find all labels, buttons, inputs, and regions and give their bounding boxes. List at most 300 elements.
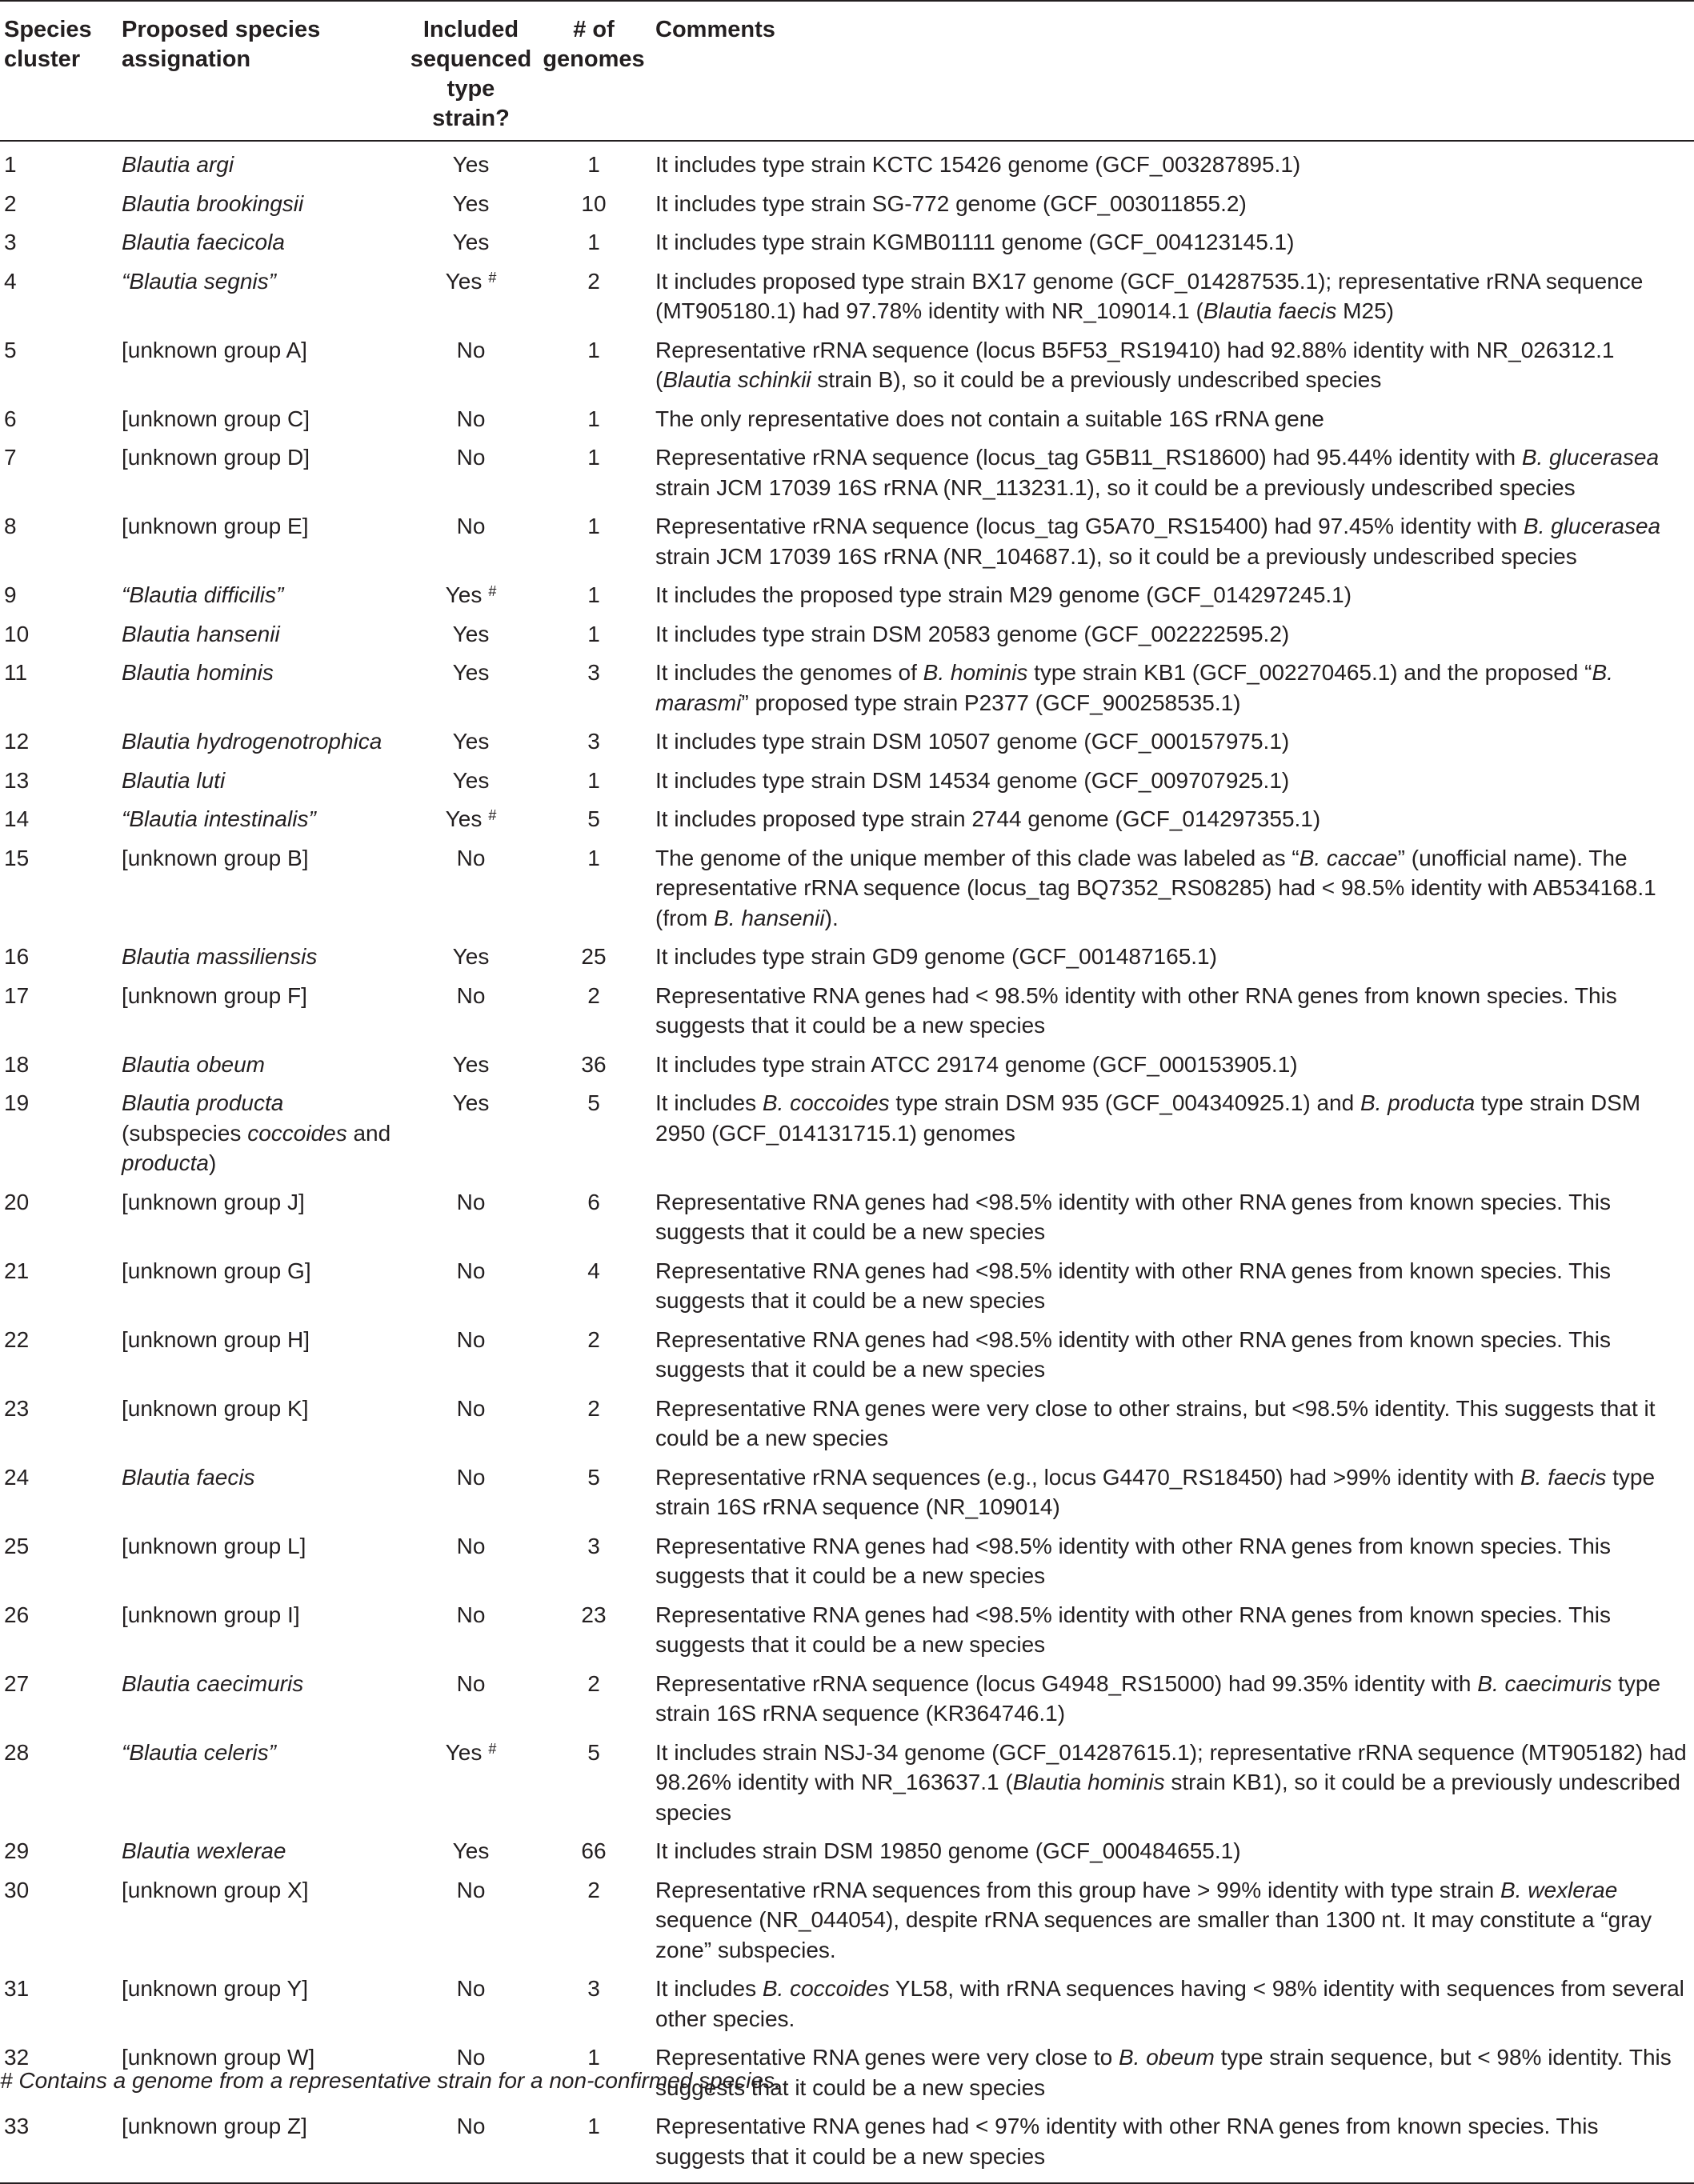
included-value: Yes xyxy=(452,660,490,685)
species-name: [unknown group K] xyxy=(122,1395,309,1421)
included-type-strain xyxy=(410,1321,532,1390)
comment-text: B. coccoides xyxy=(762,1976,890,2001)
comment-text: type strain DSM 935 (GCF_004340925.1) and xyxy=(889,1090,1360,1115)
included-type-strain xyxy=(410,507,532,576)
included-value: No xyxy=(456,1670,486,1696)
cluster-number: 8 xyxy=(4,514,17,538)
comment xyxy=(655,331,1694,400)
cluster-number: 21 xyxy=(4,1258,30,1283)
genome-count: 25 xyxy=(581,944,607,969)
genome-count: 36 xyxy=(581,1051,607,1077)
comment-text: B. coccoides xyxy=(762,1090,890,1115)
included-value: No xyxy=(456,1189,486,1214)
included-type-strain xyxy=(410,1252,532,1321)
comment-text: Representative rRNA sequences (e.g., locus G4470_RS18450) had >99% identity with xyxy=(655,1464,1520,1490)
included-value: Yes xyxy=(452,1090,490,1115)
genome-count: 1 xyxy=(587,230,600,254)
included-type-strain xyxy=(410,185,532,224)
table-row xyxy=(0,262,1694,331)
included-value: No xyxy=(456,1326,486,1352)
comment xyxy=(655,800,1694,839)
included-type-strain xyxy=(410,654,532,722)
cluster-number: 20 xyxy=(4,1189,30,1214)
species-name: [unknown group H] xyxy=(122,1326,310,1352)
comment xyxy=(655,977,1694,1046)
comment xyxy=(655,1458,1694,1527)
table-row xyxy=(0,1734,1694,1833)
genome-count: 1 xyxy=(587,514,600,538)
species-name: “Blautia segnis” xyxy=(122,268,276,294)
comment-text: strain JCM 17039 16S rRNA (NR_113231.1), so it could be a previously undescribed species xyxy=(655,474,1576,500)
table-row xyxy=(0,800,1694,839)
cluster-number: 3 xyxy=(4,230,17,254)
species-name: [unknown group I] xyxy=(122,1602,300,1627)
included-type-strain xyxy=(410,2107,532,2183)
comment-text: It includes the proposed type strain M29 genome (GCF_014297245.1) xyxy=(655,582,1352,607)
cluster-number: 27 xyxy=(4,1670,30,1696)
comment-text: B. faecis xyxy=(1520,1464,1607,1490)
cluster-number: 33 xyxy=(4,2114,30,2138)
comment-text: type strain KB1 (GCF_002270465.1) and the proposed “ xyxy=(1027,660,1592,685)
included-type-strain xyxy=(410,141,532,185)
included-type-strain xyxy=(410,1871,532,1970)
included-value: No xyxy=(456,1464,486,1490)
species-assignation xyxy=(122,1970,410,2038)
comment-text: ). xyxy=(824,905,839,930)
table-row xyxy=(0,1390,1694,1458)
included-value: Yes xyxy=(452,729,490,754)
comment-text: Representative RNA genes had < 97% identity with other RNA genes from known species. This suggests that it could be a new species xyxy=(655,2114,1599,2169)
cluster-number: 32 xyxy=(4,2045,30,2070)
included-type-strain xyxy=(410,977,532,1046)
species-name: [unknown group E] xyxy=(122,514,309,538)
species-assignation xyxy=(122,839,410,938)
species-assignation xyxy=(122,1832,410,1871)
included-value: No xyxy=(456,1877,486,1902)
comment-text: type strain sequence, but < 98% identity. This suggests that it could be a new species xyxy=(655,2045,1672,2100)
comment xyxy=(655,1183,1694,1252)
genome-count: 23 xyxy=(581,1602,607,1627)
included-type-strain xyxy=(410,223,532,262)
cluster-number: 14 xyxy=(4,806,30,831)
species-assignation xyxy=(122,1596,410,1665)
included-value: Yes xyxy=(445,268,483,294)
genome-count: 1 xyxy=(587,445,600,470)
comment xyxy=(655,1665,1694,1734)
table-row xyxy=(0,1183,1694,1252)
table-row xyxy=(0,1832,1694,1871)
genome-count: 5 xyxy=(587,1464,600,1490)
comment-text: Representative RNA genes were very close to other strains, but <98.5% identity. This suggests that it could be a new species xyxy=(655,1395,1656,1450)
comment-text: B. wexlerae xyxy=(1500,1877,1618,1902)
footnote: # Contains a genome from a representative strain for a non-confirmed species. xyxy=(0,2068,781,2093)
cluster-number: 24 xyxy=(4,1464,30,1490)
table-row xyxy=(0,185,1694,224)
species-name: “Blautia intestinalis” xyxy=(122,806,316,831)
table-row xyxy=(0,1665,1694,1734)
species-assignation xyxy=(122,141,410,185)
genome-count: 5 xyxy=(587,806,600,831)
species-assignation xyxy=(122,1665,410,1734)
genome-count: 3 xyxy=(587,729,600,754)
table-row xyxy=(0,400,1694,439)
comment xyxy=(655,185,1694,224)
table-row xyxy=(0,1084,1694,1183)
comment-text: It includes proposed type strain 2744 genome (GCF_014297355.1) xyxy=(655,806,1321,831)
species-name: “Blautia celeris” xyxy=(122,1739,276,1765)
cluster-number: 16 xyxy=(4,944,30,969)
genome-count: 1 xyxy=(587,582,600,607)
table-row xyxy=(0,762,1694,801)
genome-count: 1 xyxy=(587,621,600,646)
species-assignation xyxy=(122,1321,410,1390)
included-type-strain xyxy=(410,1970,532,2038)
included-value: No xyxy=(456,514,486,538)
table-header xyxy=(0,1,1694,141)
comment-text: It includes xyxy=(655,1090,763,1115)
comment-text: strain KB1), so it could be a previously undescribed species xyxy=(655,1770,1680,1825)
included-type-strain xyxy=(410,800,532,839)
comment-text: strain B), so it could be a previously undescribed species xyxy=(811,367,1382,392)
cluster-number: 4 xyxy=(4,268,17,294)
included-value: Yes xyxy=(452,1838,490,1863)
comment-text: Representative rRNA sequences from this group have > 99% identity with type strain xyxy=(655,1877,1500,1902)
included-type-strain xyxy=(410,262,532,331)
comment xyxy=(655,1832,1694,1871)
table-row xyxy=(0,938,1694,977)
comment xyxy=(655,762,1694,801)
species-assignation xyxy=(122,1458,410,1527)
included-value: No xyxy=(456,337,486,362)
species-assignation xyxy=(122,1734,410,1833)
table-row xyxy=(0,331,1694,400)
table-row xyxy=(0,1046,1694,1085)
species-assignation xyxy=(122,262,410,331)
species-name: Blautia brookingsii xyxy=(122,190,304,216)
included-value: No xyxy=(456,2114,486,2138)
comment-text: The genome of the unique member of this clade was labeled as “ xyxy=(655,845,1300,870)
comment-text: sequence (NR_044054), despite rRNA sequences are smaller than 1300 nt. It may constitute a “gray zone” subspecies. xyxy=(655,1907,1652,1962)
header-species-cluster: Species cluster xyxy=(4,17,92,72)
species-name: “Blautia difficilis” xyxy=(122,582,284,607)
species-assignation xyxy=(122,576,410,615)
included-type-strain xyxy=(410,438,532,507)
species-assignation xyxy=(122,1046,410,1085)
genome-count: 2 xyxy=(587,1326,600,1352)
included-value: No xyxy=(456,406,486,431)
comment-text: Blautia faecis xyxy=(1203,298,1337,323)
comment xyxy=(655,1527,1694,1596)
genome-count: 10 xyxy=(581,190,607,216)
species-name: [unknown group C] xyxy=(122,406,310,431)
species-name: Blautia massiliensis xyxy=(122,944,318,969)
table-row xyxy=(0,2107,1694,2183)
comment xyxy=(655,2107,1694,2183)
included-value: No xyxy=(456,2045,486,2070)
comment-text: type strain 16S rRNA sequence (NR_109014) xyxy=(655,1464,1656,1519)
comment-text: B. producta xyxy=(1360,1090,1476,1115)
included-type-strain xyxy=(410,1596,532,1665)
cluster-number: 6 xyxy=(4,406,17,431)
table-row xyxy=(0,839,1694,938)
comment-text: Blautia hominis xyxy=(1012,1770,1165,1794)
cluster-number: 17 xyxy=(4,982,30,1008)
genome-count: 5 xyxy=(587,1739,600,1765)
cluster-number: 26 xyxy=(4,1602,30,1627)
genome-count: 1 xyxy=(587,2045,600,2070)
species-assignation xyxy=(122,223,410,262)
comment-text: B. marasmi xyxy=(655,660,1613,715)
footnote-marker: # xyxy=(488,269,497,286)
included-type-strain xyxy=(410,1458,532,1527)
species-assignation xyxy=(122,507,410,576)
table-row xyxy=(0,1871,1694,1970)
species-assignation xyxy=(122,762,410,801)
comment xyxy=(655,1084,1694,1183)
comment xyxy=(655,438,1694,507)
comment-text: Representative RNA genes had <98.5% identity with other RNA genes from known species. This suggests that it could be a new species xyxy=(655,1326,1612,1382)
included-type-strain xyxy=(410,938,532,977)
header-included-type-strain: Included sequenced type strain? xyxy=(410,17,532,131)
comment-text: It includes proposed type strain BX17 genome (GCF_014287535.1); representative rRNA sequence (MT905180.1) had 97.78% identity with NR_109014.1 ( xyxy=(655,268,1644,323)
comment xyxy=(655,722,1694,762)
included-value: No xyxy=(456,1258,486,1283)
species-name: Blautia faecis xyxy=(122,1464,255,1490)
comment-text: B. glucerasea xyxy=(1521,445,1660,470)
species-subtext: and xyxy=(346,1120,391,1146)
cluster-number: 29 xyxy=(4,1838,30,1863)
included-type-strain xyxy=(410,576,532,615)
comment-text: B. caecimuris xyxy=(1477,1670,1612,1696)
included-type-strain xyxy=(410,1390,532,1458)
included-value: No xyxy=(456,982,486,1008)
comment-text: It includes type strain GD9 genome (GCF_001487165.1) xyxy=(655,944,1217,969)
included-value: Yes xyxy=(452,1051,490,1077)
species-name: Blautia obeum xyxy=(122,1051,266,1077)
species-assignation xyxy=(122,185,410,224)
comment xyxy=(655,654,1694,722)
included-type-strain xyxy=(410,722,532,762)
cluster-number: 13 xyxy=(4,767,30,793)
comment xyxy=(655,507,1694,576)
genome-count: 2 xyxy=(587,1395,600,1421)
comment-text: type strain 16S rRNA sequence (KR364746.1) xyxy=(655,1670,1661,1726)
species-assignation xyxy=(122,654,410,722)
comment-text: It includes type strain ATCC 29174 genome (GCF_000153905.1) xyxy=(655,1051,1298,1077)
included-value: No xyxy=(456,1976,486,2001)
comment-text: It includes the genomes of xyxy=(655,660,923,685)
comment xyxy=(655,1596,1694,1665)
species-name: [unknown group W] xyxy=(122,2045,315,2070)
species-assignation xyxy=(122,400,410,439)
cluster-number: 30 xyxy=(4,1877,30,1902)
species-assignation xyxy=(122,1871,410,1970)
cluster-number: 5 xyxy=(4,337,17,362)
cluster-number: 28 xyxy=(4,1739,30,1765)
included-value: No xyxy=(456,1533,486,1558)
comment-text: Representative RNA genes had <98.5% identity with other RNA genes from known species. This suggests that it could be a new species xyxy=(655,1258,1612,1313)
comment xyxy=(655,615,1694,654)
genome-count: 6 xyxy=(587,1189,600,1214)
included-value: Yes xyxy=(445,806,483,831)
species-name: [unknown group F] xyxy=(122,982,307,1008)
cluster-number: 25 xyxy=(4,1533,30,1558)
comment-text: It includes type strain DSM 10507 genome (GCF_000157975.1) xyxy=(655,729,1290,754)
included-type-strain xyxy=(410,400,532,439)
genome-count: 5 xyxy=(587,1090,600,1115)
table-row xyxy=(0,1970,1694,2038)
comment xyxy=(655,2038,1694,2107)
included-type-strain xyxy=(410,1183,532,1252)
comment-text: It includes type strain DSM 14534 genome (GCF_009707925.1) xyxy=(655,767,1290,793)
species-name: [unknown group Y] xyxy=(122,1976,308,2001)
comment-text: It includes strain NSJ-34 genome (GCF_014287615.1); representative rRNA sequence (MT905182) had 98.26% identity with NR_163637.1 ( xyxy=(655,1739,1687,1794)
genome-count: 2 xyxy=(587,1877,600,1902)
table-row xyxy=(0,654,1694,722)
included-value: No xyxy=(456,845,486,870)
included-value: Yes xyxy=(452,944,490,969)
comment xyxy=(655,1734,1694,1833)
comment-text: B. hansenii xyxy=(714,905,825,930)
genome-count: 3 xyxy=(587,1533,600,1558)
included-value: Yes xyxy=(445,1739,483,1765)
cluster-number: 19 xyxy=(4,1090,30,1115)
comment xyxy=(655,1046,1694,1085)
species-assignation xyxy=(122,1252,410,1321)
comment-text: It includes xyxy=(655,1976,763,2001)
species-assignation xyxy=(122,1527,410,1596)
cluster-number: 18 xyxy=(4,1051,30,1077)
included-type-strain xyxy=(410,839,532,938)
included-value: Yes xyxy=(445,582,483,607)
comment-text: B. caccae xyxy=(1299,845,1398,870)
comment-text: YL58, with rRNA sequences having < 98% identity with sequences from several other species. xyxy=(655,1976,1684,2031)
table-body xyxy=(0,141,1694,2183)
genome-count: 3 xyxy=(587,1976,600,2001)
species-subtext: coccoides xyxy=(247,1120,347,1146)
table-row xyxy=(0,977,1694,1046)
table-row xyxy=(0,507,1694,576)
comment xyxy=(655,576,1694,615)
species-assignation xyxy=(122,722,410,762)
comment-text: Representative rRNA sequence (locus B5F53_RS19410) had 92.88% identity with NR_026312.1 ( xyxy=(655,337,1615,392)
included-value: Yes xyxy=(452,230,490,254)
comment xyxy=(655,223,1694,262)
included-type-strain xyxy=(410,615,532,654)
species-name: Blautia luti xyxy=(122,767,226,793)
comment xyxy=(655,839,1694,938)
included-type-strain xyxy=(410,1527,532,1596)
cluster-number: 7 xyxy=(4,445,17,470)
cluster-number: 22 xyxy=(4,1326,30,1352)
genome-count: 3 xyxy=(587,660,600,685)
genome-count: 1 xyxy=(587,337,600,362)
species-name: Blautia argi xyxy=(122,152,234,177)
comment-text: Representative RNA genes had < 98.5% identity with other RNA genes from known species. This suggests that it could be a new species xyxy=(655,982,1617,1038)
included-value: No xyxy=(456,1602,486,1627)
table-row xyxy=(0,722,1694,762)
included-value: Yes xyxy=(452,190,490,216)
header-proposed-species: Proposed species assignation xyxy=(122,17,321,72)
comment-text: B. glucerasea xyxy=(1523,514,1661,538)
species-name: Blautia producta xyxy=(122,1090,284,1115)
cluster-number: 2 xyxy=(4,190,17,216)
table-row xyxy=(0,1321,1694,1390)
cluster-number: 23 xyxy=(4,1395,30,1421)
comment-text: It includes strain DSM 19850 genome (GCF_000484655.1) xyxy=(655,1838,1241,1863)
comment xyxy=(655,1321,1694,1390)
comment-text: Blautia schinkii xyxy=(663,367,811,392)
species-assignation xyxy=(122,938,410,977)
footnote-marker: # xyxy=(488,1740,497,1757)
cluster-number: 31 xyxy=(4,1976,30,2001)
genome-count: 1 xyxy=(587,152,600,177)
included-value: No xyxy=(456,1395,486,1421)
comment-text: It includes type strain KCTC 15426 genome (GCF_003287895.1) xyxy=(655,152,1301,177)
table-row xyxy=(0,223,1694,262)
comment xyxy=(655,1390,1694,1458)
comment-text: Representative RNA genes had <98.5% identity with other RNA genes from known species. This suggests that it could be a new species xyxy=(655,1189,1612,1244)
genome-count: 1 xyxy=(587,406,600,431)
comment-text: It includes type strain KGMB01111 genome (GCF_004123145.1) xyxy=(655,230,1295,254)
species-subtext: ) xyxy=(208,1150,217,1175)
genome-count: 2 xyxy=(587,268,600,294)
comment-text: ” proposed type strain P2377 (GCF_900258535.1) xyxy=(741,690,1241,715)
comment-text: type strain DSM 2950 (GCF_014131715.1) genomes xyxy=(655,1090,1641,1146)
cluster-number: 15 xyxy=(4,845,30,870)
header-comments: Comments xyxy=(655,17,775,42)
comment-text: Representative RNA genes had <98.5% identity with other RNA genes from known species. This suggests that it could be a new species xyxy=(655,1533,1612,1588)
comment-text: B. obeum xyxy=(1118,2045,1215,2070)
comment xyxy=(655,262,1694,331)
genome-count: 1 xyxy=(587,845,600,870)
footnote-marker: # xyxy=(488,807,497,823)
table-row xyxy=(0,576,1694,615)
comment-text: Representative rRNA sequence (locus_tag G5A70_RS15400) had 97.45% identity with xyxy=(655,514,1524,538)
genome-count: 1 xyxy=(587,2114,600,2138)
comment-text: Representative rRNA sequence (locus G4948_RS15000) had 99.35% identity with xyxy=(655,1670,1478,1696)
species-name: [unknown group B] xyxy=(122,845,309,870)
species-name: [unknown group L] xyxy=(122,1533,306,1558)
species-assignation xyxy=(122,331,410,400)
included-type-strain xyxy=(410,1665,532,1734)
species-name: [unknown group J] xyxy=(122,1189,305,1214)
genome-count: 4 xyxy=(587,1258,600,1283)
species-subtext: (subspecies xyxy=(122,1120,248,1146)
genome-count: 2 xyxy=(587,982,600,1008)
comment-text: strain JCM 17039 16S rRNA (NR_104687.1), so it could be a previously undescribed species xyxy=(655,543,1577,569)
included-type-strain xyxy=(410,1046,532,1085)
comment xyxy=(655,1252,1694,1321)
species-assignation xyxy=(122,615,410,654)
species-name: [unknown group A] xyxy=(122,337,307,362)
comment-text: ” (unofficial name). The representative rRNA sequence (locus_tag BQ7352_RS08285) had < 98.5% identity with AB534168.1 (from xyxy=(655,845,1656,930)
species-name: [unknown group X] xyxy=(122,1877,309,1902)
included-type-strain xyxy=(410,762,532,801)
species-subtext: producta xyxy=(122,1150,209,1175)
species-name: Blautia wexlerae xyxy=(122,1838,286,1863)
comment-text: M25) xyxy=(1336,298,1394,323)
footnote-marker: # xyxy=(488,583,497,599)
cluster-number: 9 xyxy=(4,582,17,607)
genome-count: 2 xyxy=(587,1670,600,1696)
species-assignation xyxy=(122,2107,410,2183)
table-row xyxy=(0,615,1694,654)
included-value: Yes xyxy=(452,152,490,177)
species-assignation xyxy=(122,1390,410,1458)
table-row xyxy=(0,1458,1694,1527)
species-name: [unknown group G] xyxy=(122,1258,311,1283)
